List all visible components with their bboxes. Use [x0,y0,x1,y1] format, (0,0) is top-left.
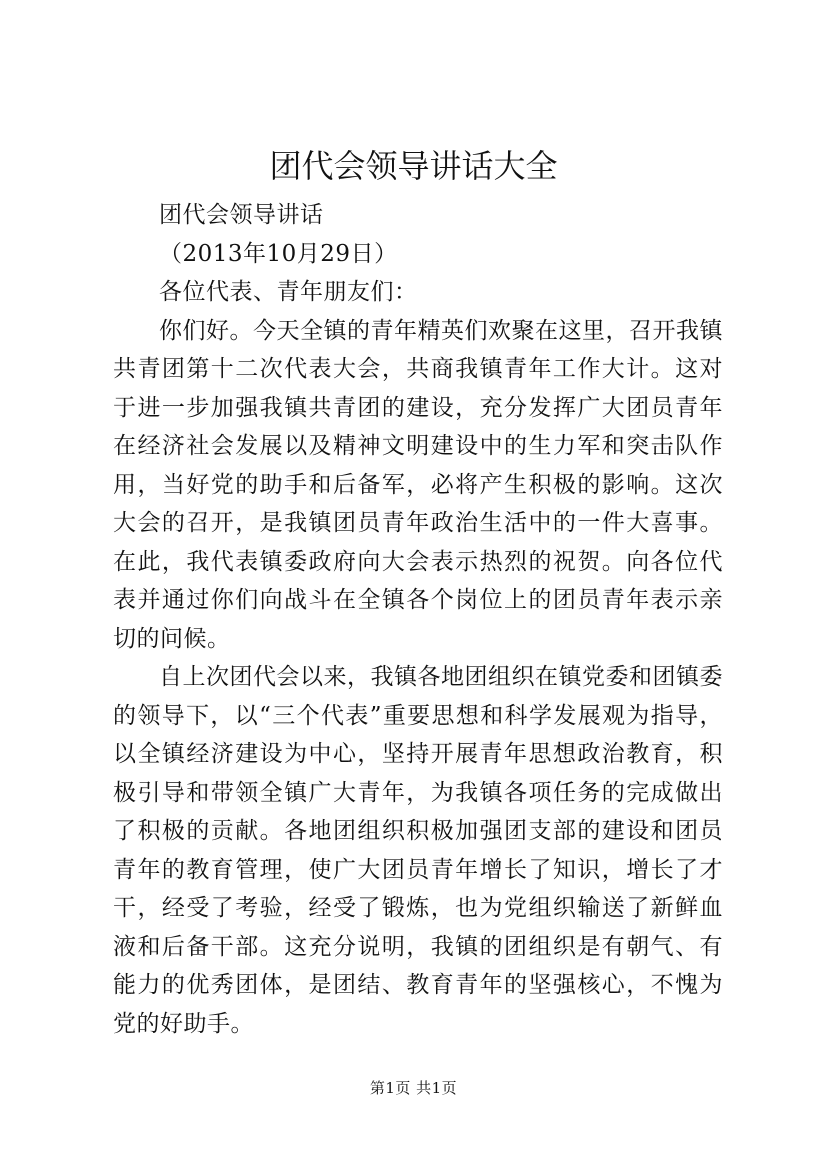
document-body [113,196,723,1043]
speech-date: （2013年10月29日） [159,240,398,267]
salutation: 各位代表、青年朋友们： [159,279,418,305]
speech-heading: 团代会领导讲话 [159,202,324,228]
paragraph-achievements: 自上次团代会以来，我镇各地团组织在镇党委和团镇委的领导下，以“三个代表”重要思想和科学发展观为指导，以全镇经济建设为中心，坚持开展青年思想政治教育，积极引导和带领全镇广大青年，为我镇各项任务的完成做出了积极的贡献。各地团组织积极加强团支部的建设和团员青年的教育管理，使广大团员青年增长了知识，增长了才干，经受了考验，经受了锻炼，也为党组织输送了新鲜血液和后备干部。这充分说明，我镇的团组织是有朝气、有能力的优秀团体，是团结、教育青年的坚强核心，不愧为党的好助手。 [113,664,723,1037]
paragraph-greeting: 你们好。今天全镇的青年精英们欢聚在这里，召开我镇共青团第十二次代表大会，共商我镇青年工作大计。这对于进一步加强我镇共青团的建设，充分发挥广大团员青年在经济社会发展以及精神文明建设中的生力军和突击队作用，当好党的助手和后备军，必将产生积极的影响。这次大会的召开，是我镇团员青年政治生活中的一件大喜事。在此，我代表镇委政府向大会表示热烈的祝贺。向各位代表并通过你们向战斗在全镇各个岗位上的团员青年表示亲切的问候。 [113,317,723,652]
document-title: 团代会领导讲话大全 [269,147,558,185]
page-footer: 第1页 共1页 [369,1079,458,1097]
